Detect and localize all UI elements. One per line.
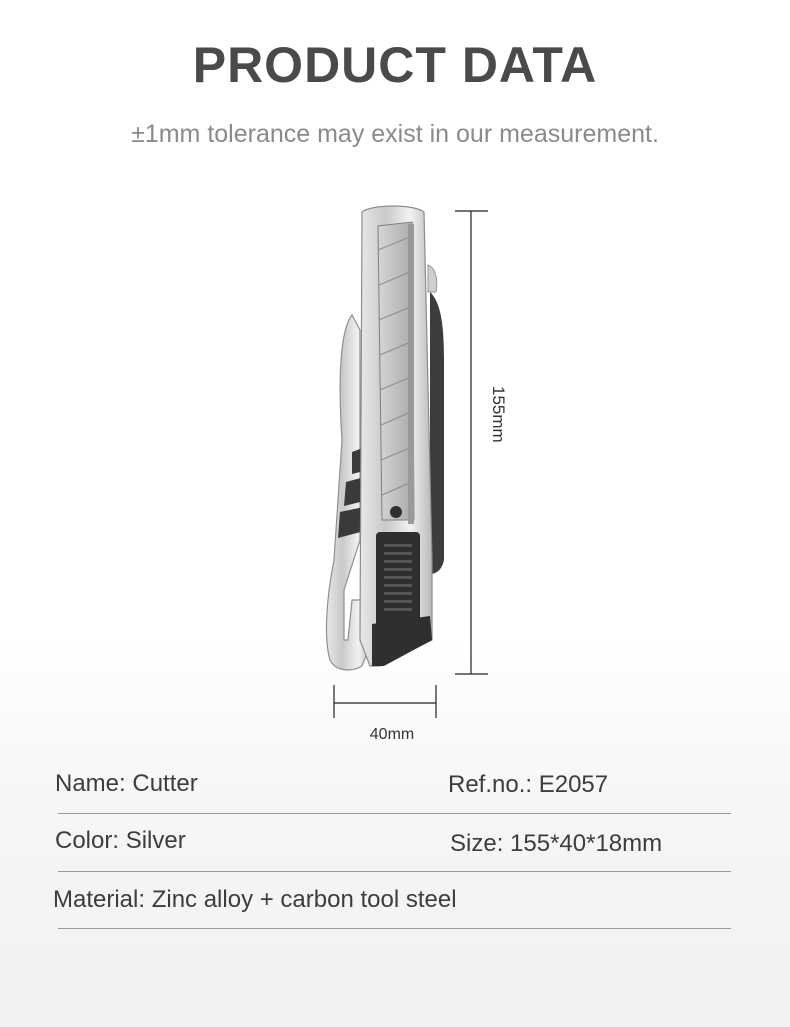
width-dimension-label: 40mm	[369, 726, 415, 743]
spec-color: Color: Silver	[55, 827, 186, 854]
divider	[58, 871, 731, 872]
tolerance-note: ±1mm tolerance may exist in our measurement.	[131, 120, 659, 148]
divider	[58, 813, 731, 814]
spec-ref-no: Ref.no.: E2057	[448, 771, 609, 798]
page-title: PRODUCT DATA	[192, 37, 598, 93]
cutter-knife-icon	[300, 195, 520, 755]
height-dimension-label: 155mm	[489, 386, 508, 443]
divider	[58, 928, 731, 929]
spec-material: Material: Zinc alloy + carbon tool steel	[53, 886, 457, 913]
spec-size: Size: 155*40*18mm	[450, 830, 663, 857]
spec-name: Name: Cutter	[55, 770, 198, 797]
